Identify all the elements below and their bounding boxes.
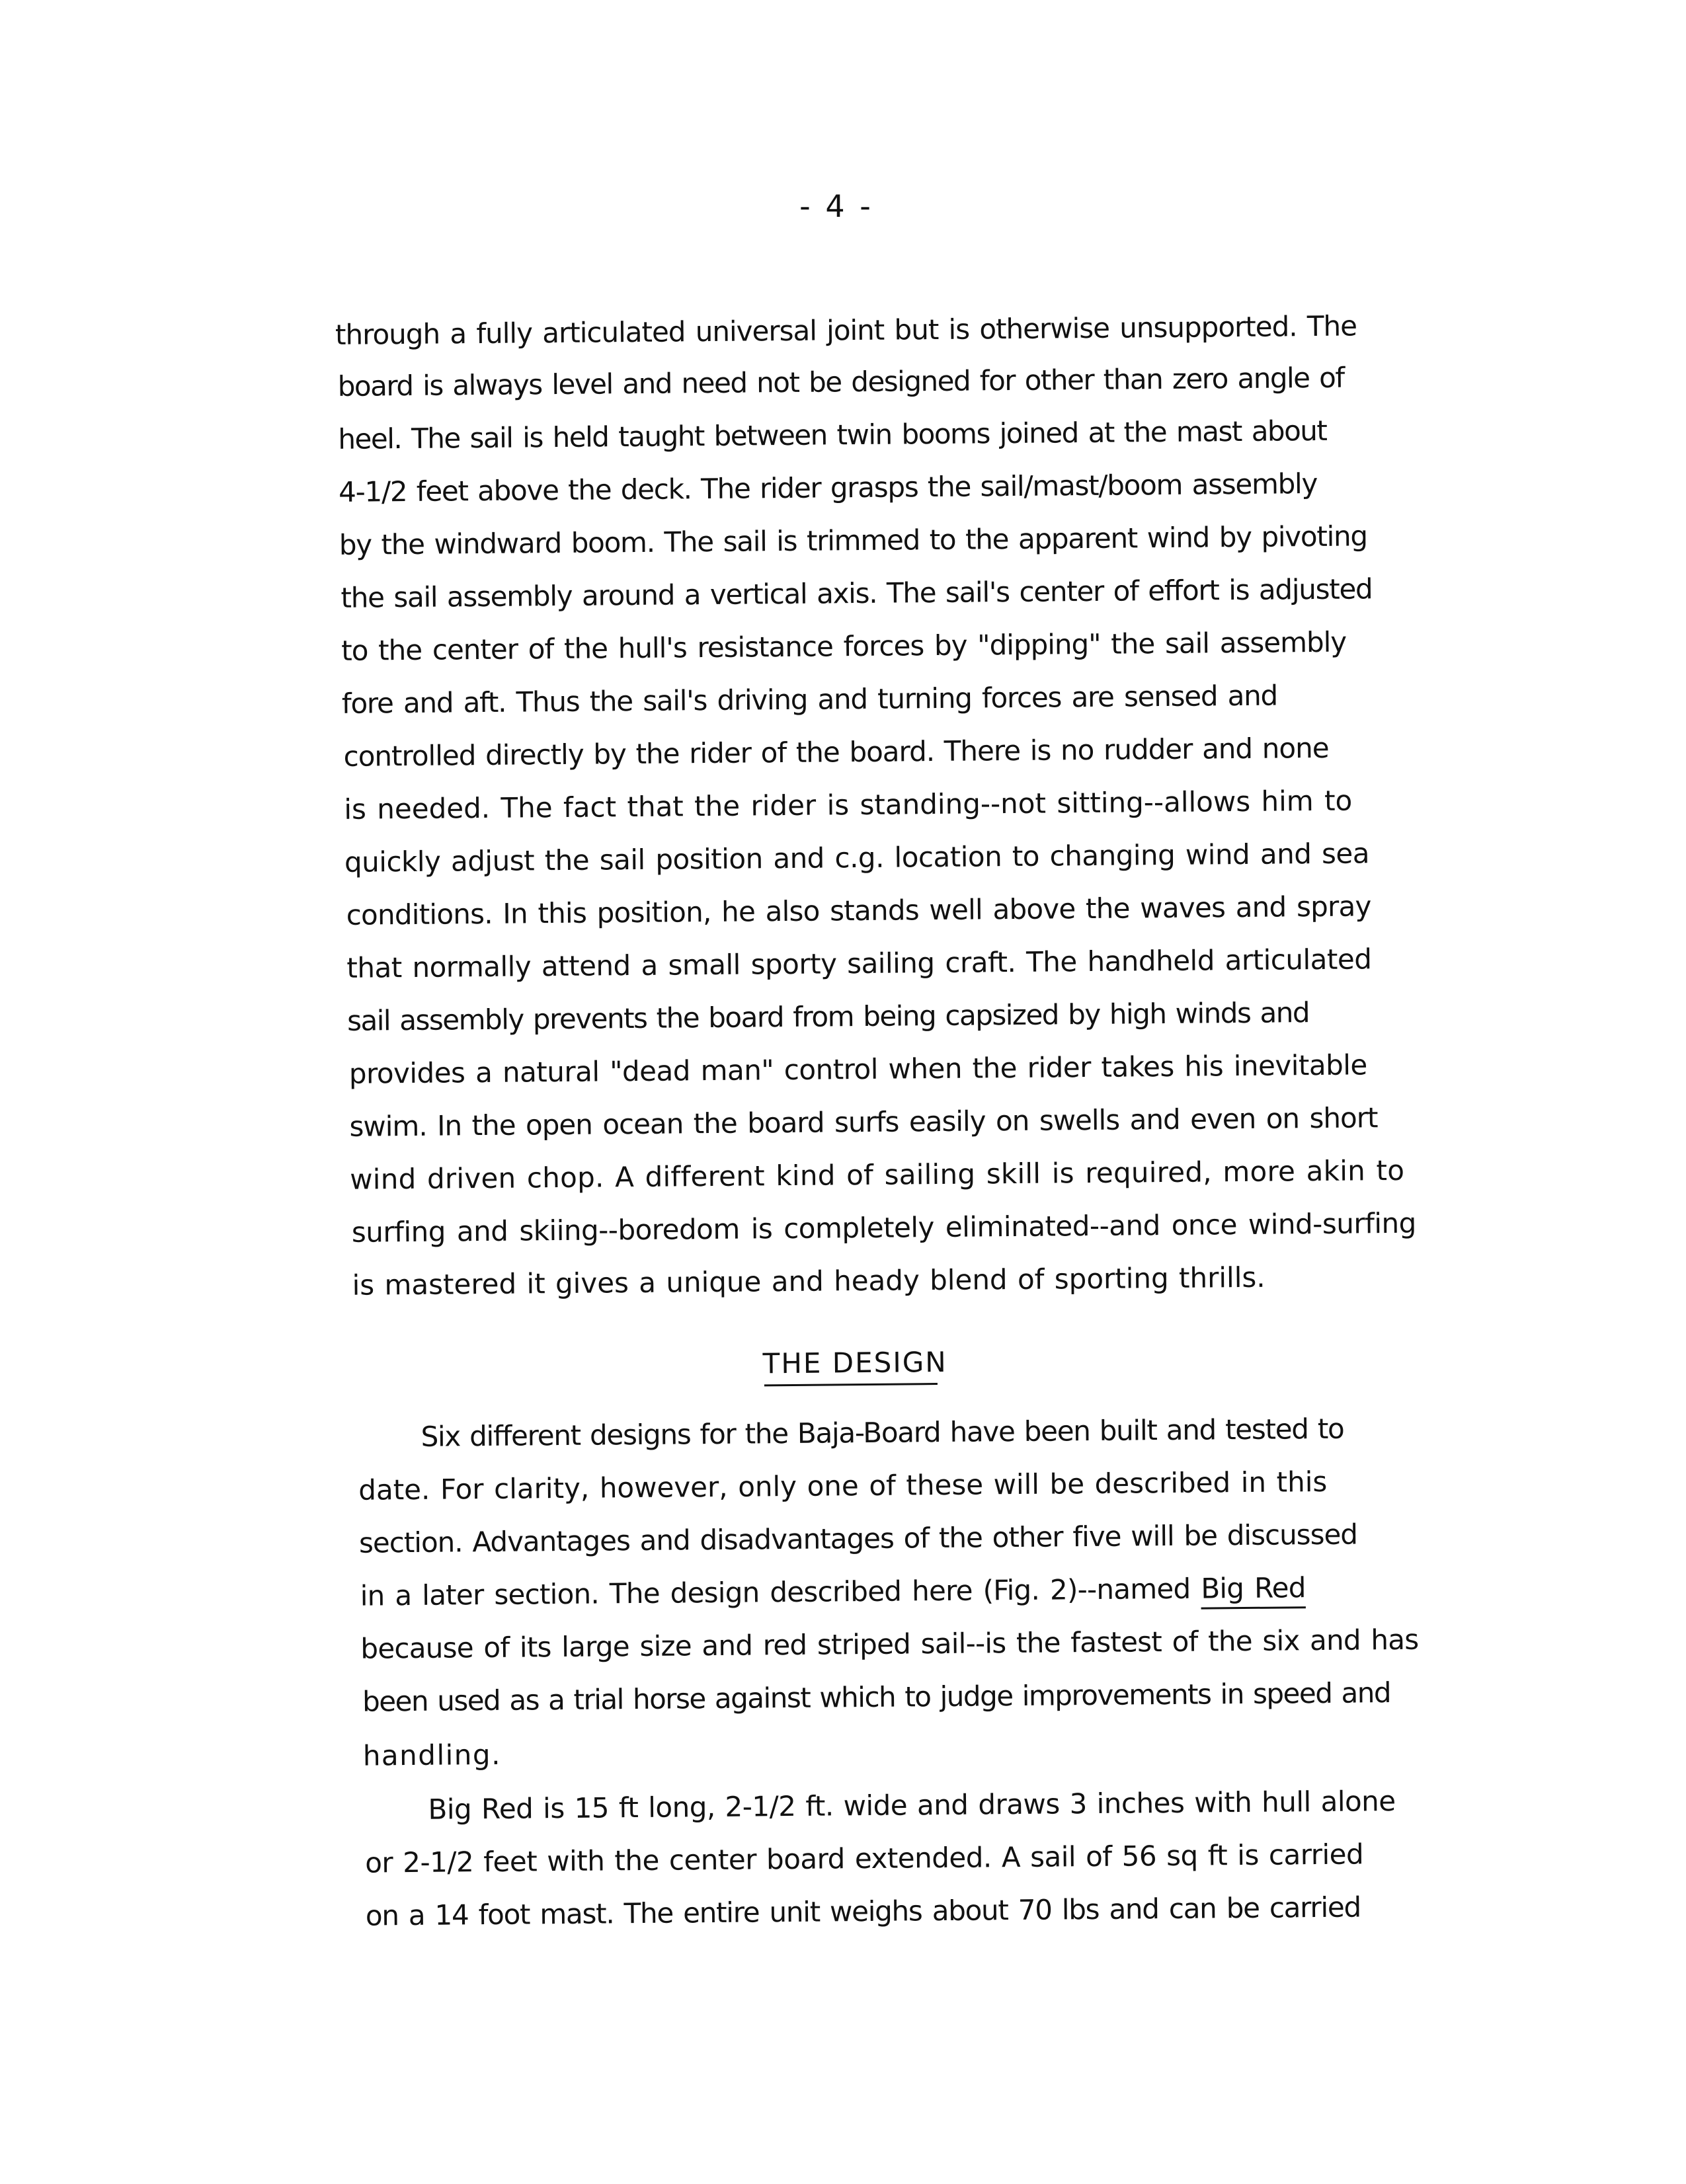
text-line: by the windward boom. The sail is trimmed to the apparent wind by pivoting bbox=[339, 520, 1367, 561]
text-line: fore and aft. Thus the sail's driving and turning forces are sensed and bbox=[341, 679, 1278, 720]
text-line: controlled directly by the rider of the board. There is no rudder and none bbox=[343, 731, 1329, 773]
text-segment: in a later section. The design described here (Fig. 2)--named bbox=[360, 1572, 1191, 1612]
page-number: - 4 - bbox=[799, 188, 873, 224]
text-line: heel. The sail is held taught between twin booms joined at the mast about bbox=[338, 414, 1327, 455]
text-line: that normally attend a small sporty sailing craft. The handheld articulated bbox=[346, 943, 1372, 984]
text-line: 4-1/2 feet above the deck. The rider grasps the sail/mast/boom assembly bbox=[338, 467, 1318, 508]
text-line: provides a natural "dead man" control when the rider takes his inevitable bbox=[348, 1048, 1367, 1090]
text-line: handling. bbox=[362, 1738, 502, 1772]
text-line: the sail assembly around a vertical axis. The sail's center of effort is adjusted bbox=[341, 572, 1373, 614]
text-line: section. Advantages and disadvantages of the other five will be discussed bbox=[358, 1518, 1358, 1559]
text-line: because of its large size and red striped sail--is the fastest of the six and has bbox=[360, 1623, 1419, 1665]
text-line: quickly adjust the sail position and c.g. location to changing wind and sea bbox=[344, 837, 1370, 878]
text-line: swim. In the open ocean the board surfs easily on swells and even on short bbox=[349, 1101, 1378, 1143]
text-line: date. For clarity, however, only one of these will be described in this bbox=[358, 1465, 1328, 1506]
design-name-underlined: Big Red bbox=[1201, 1571, 1306, 1605]
text-line: Big Red is 15 ft long, 2-1/2 ft. wide and draws 3 inches with hull alone bbox=[428, 1785, 1396, 1826]
text-line: surfing and skiing--boredom is completely eliminated--and once wind-surfing bbox=[351, 1206, 1417, 1249]
text-line: on a 14 foot mast. The entire unit weighs about 70 lbs and can be carried bbox=[365, 1891, 1361, 1932]
text-line: or 2-1/2 feet with the center board extended. A sail of 56 sq ft is carried bbox=[365, 1838, 1364, 1879]
text-line-with-name bbox=[360, 1571, 1305, 1612]
text-line: through a fully articulated universal joint but is otherwise unsupported. The bbox=[335, 309, 1357, 351]
text-line: conditions. In this position, he also stands well above the waves and spray bbox=[346, 890, 1371, 931]
heading-underline bbox=[764, 1383, 938, 1386]
text-line: is mastered it gives a unique and heady blend of sporting thrills. bbox=[352, 1261, 1265, 1302]
text-line: wind driven chop. A different kind of sailing skill is required, more akin to bbox=[349, 1153, 1405, 1196]
text-line: sail assembly prevents the board from being capsized by high winds and bbox=[346, 996, 1310, 1037]
text-line: board is always level and need not be designed for other than zero angle of bbox=[337, 361, 1344, 403]
text-line: Six different designs for the Baja-Board have been built and tested to bbox=[421, 1412, 1344, 1453]
text-line: is needed. The fact that the rider is standing--not sitting--allows him to bbox=[344, 784, 1353, 826]
text-line: to the center of the hull's resistance forces by "dipping" the sail assembly bbox=[341, 625, 1347, 667]
text-line: been used as a trial horse against which to judge improvements in speed and bbox=[362, 1676, 1391, 1718]
section-heading: THE DESIGN bbox=[762, 1345, 947, 1380]
